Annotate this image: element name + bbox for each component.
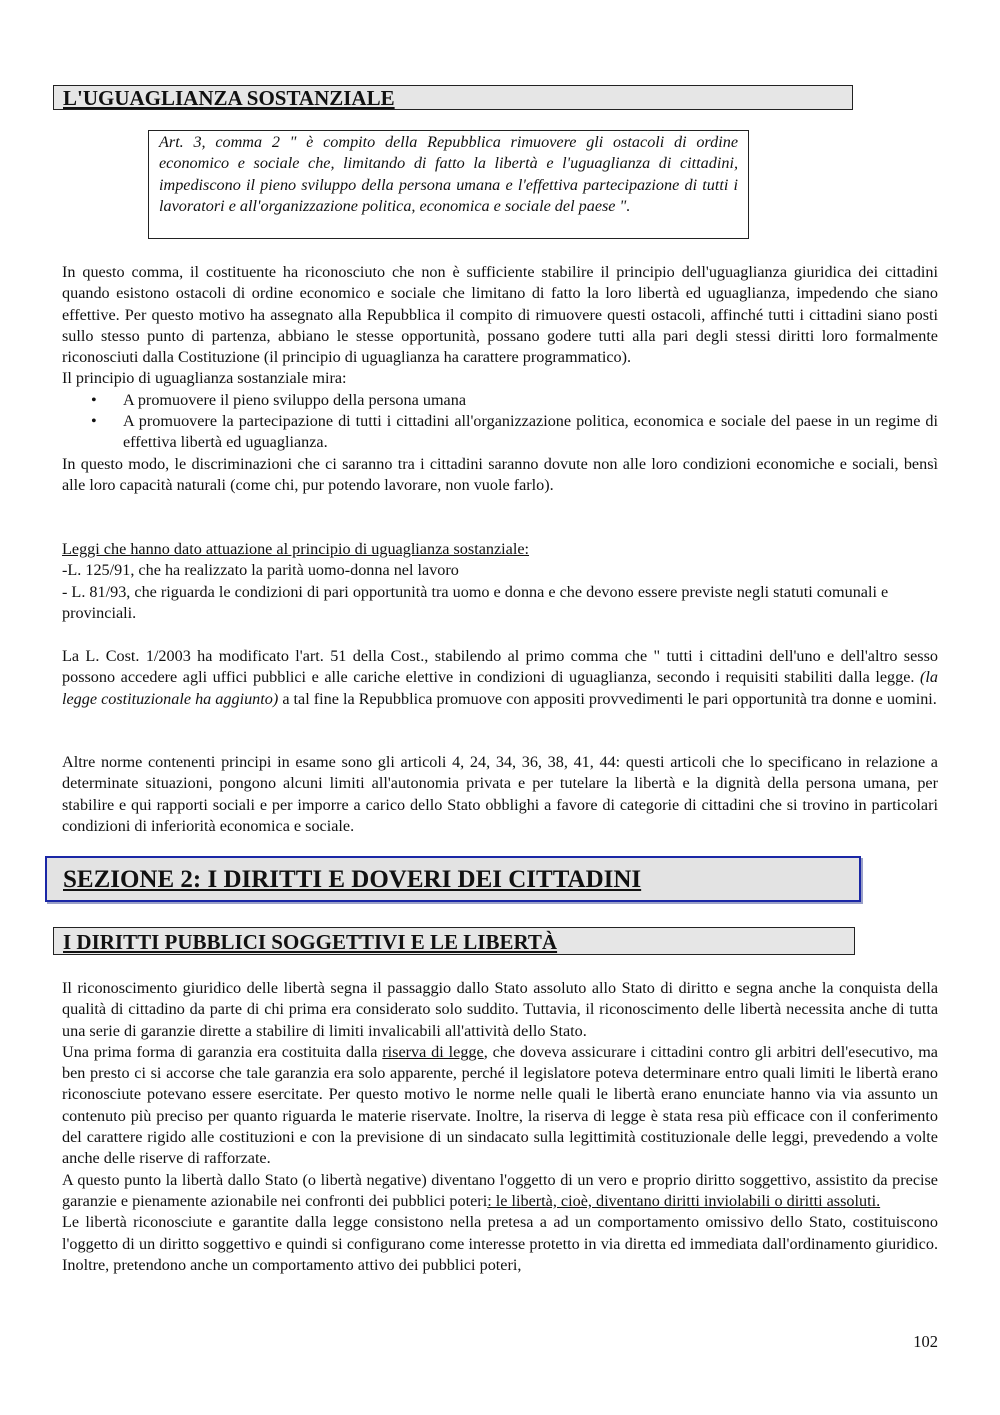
list-item-text: A promuovere la partecipazione di tutti i cittadini all'organizzazione politica, economica e sociale del paese in un regime di effettiva libertà ed uguaglianza. — [123, 412, 938, 452]
text-span: a tal fine la Repubblica promuove con appositi provvedimenti le pari opportunità tra donne e uomini. — [282, 689, 937, 708]
paragraph: Il principio di uguaglianza sostanziale mira: — [62, 369, 347, 388]
list-item — [62, 411, 938, 454]
paragraph: Altre norme contenenti principi in esame sono gli articoli 4, 24, 34, 36, 38, 41, 44: questi articoli che lo specificano in relazione a determinate situazioni, pongono alcuni limiti all'autonomia privata e per tutelare la libertà e la dignità della persona umana, per stabilire e qui rapporti sociali e per imporre a carico dello Stato obblighi a favore di categorie di cittadini che si trovino in particolari condizioni di inferiorità economica e sociale. — [62, 753, 938, 835]
body-block-1 — [62, 262, 938, 496]
heading-diritti-pubblici: I DIRITTI PUBBLICI SOGGETTIVI E LE LIBERTÀ — [53, 927, 855, 955]
paragraph — [62, 646, 938, 710]
laws-heading: Leggi che hanno dato attuazione al principio di uguaglianza sostanziale: — [62, 540, 530, 558]
laws-block — [62, 539, 938, 624]
text-span: La L. Cost. 1/2003 ha modificato l'art. 51 della Cost., stabilendo al primo comma che " tutti i cittadini dell'uno e dell'altro sesso possono accedere agli uffici pubblici e alle cariche elettive in condizioni di uguaglianza, secondo i requisiti stabiliti dalla legge. — [62, 647, 938, 687]
list-item-text: A promuovere il pieno sviluppo della persona umana — [123, 390, 467, 409]
underlined-span: riserva di legge — [382, 1042, 484, 1061]
page-number: 102 — [913, 1332, 938, 1351]
body-block-3 — [62, 646, 938, 710]
paragraph: Le libertà riconosciute e garantite dalla legge consistono nella pretesa a ad un comportamento omissivo dello Stato, costituiscono l'oggetto di un diritto soggettivo e quindi si configurano come interesse protetto in via diretta ed immediata dall'ordinamento giuridico. Inoltre, pretendono anche un comportamento attivo dei pubblici poteri, — [62, 1213, 938, 1274]
paragraph: In questo comma, il costituente ha riconosciuto che non è sufficiente stabilire il principio dell'uguaglianza giuridica dei cittadini quando esistono ostacoli di ordine economico e sociale che limitano di fatto la loro libertà ed uguaglianza, impedendo che siano effettive. Per questo motivo ha assegnato alla Repubblica il compito di rimuovere questi ostacoli, affinché tutti i cittadini siano posti sullo stesso punto di partenza, abbiano le stesse opportunità, possano godere tutti alla pari degli stessi diritti loro formalmente riconosciuti dalla Costituzione (il principio di uguaglianza ha carattere programmatico). — [62, 263, 938, 367]
bullet-icon: • — [91, 412, 97, 431]
paragraph: In questo modo, le discriminazioni che ci saranno tra i cittadini saranno dovute non alle loro condizioni economiche e sociali, bensì alle loro capacità naturali (come chi, pur potendo lavorare, non vuole farlo). — [62, 454, 938, 494]
law-item: -L. 125/91, che ha realizzato la parità uomo-donna nel lavoro — [62, 561, 459, 580]
list-item — [62, 390, 938, 411]
bullet-icon: • — [91, 390, 97, 409]
paragraph: Il riconoscimento giuridico delle libertà segna il passaggio dallo Stato assoluto allo Stato di diritto e segna anche la conquista della qualità di cittadino da parte di chi prima era considerato solo suddito. Tuttavia, il riconoscimento delle libertà necessita anche di tutta una serie di garanzie dirette a stabilire di limiti invalicabili all'attività dello Stato. — [62, 979, 938, 1040]
text-span: A questo punto la libertà dallo Stato (o libertà negative) diventano l'oggetto di un vero e proprio diritto soggettivo, assistito da precise garanzie e pienamente azionabile nei confronti dei pubblici poteri — [62, 1170, 938, 1210]
heading-uguaglianza-sostanziale: L'UGUAGLIANZA SOSTANZIALE — [53, 85, 853, 110]
bullet-list — [62, 390, 938, 454]
law-item: - L. 81/93, che riguarda le condizioni di pari opportunità tra uomo e donna e che devono essere previste negli statuti comunali e provinciali. — [62, 582, 889, 622]
section-title-box: SEZIONE 2: I DIRITTI E DOVERI DEI CITTADINI — [45, 856, 861, 902]
article-quote: Art. 3, comma 2 " è compito della Repubblica rimuovere gli ostacoli di ordine economico e sociale che, limitando di fatto la libertà e l'uguaglianza di cittadini, impediscono il pieno sviluppo della persona umana e l'effettiva partecipazione di tutti i lavoratori e all'organizzazione politica, economica e sociale del paese ". — [148, 130, 749, 239]
body-block-4 — [62, 752, 938, 837]
paragraph — [62, 1042, 938, 1170]
paragraph — [62, 1170, 938, 1213]
body-block-5 — [62, 978, 938, 1276]
underlined-span: : le libertà, cioè, diventano diritti inviolabili o diritti assoluti. — [487, 1191, 881, 1210]
text-span: Una prima forma di garanzia era costituita dalla — [62, 1042, 378, 1061]
text-span: , che doveva assicurare i cittadini contro gli arbitri dell'esecutivo, ma ben presto ci si accorse che tale garanzia era solo apparente, perché il legislatore poteva determinare entro quali limiti le libertà erano riconosciute potevano essere esercitate. Per questo motivo le norme nelle quali le libertà erano enunciate hanno via via assunto un contenuto più preciso per quanto riguarda le materie riservate. Inoltre, la riserva di legge è stata resa più efficace con il conferimento del carattere rigido alle costituzioni e con la previsione di un sindacato sulla legittimità costituzionale delle leggi, prevedendo a volte anche delle riserve di rafforzate. — [62, 1042, 938, 1168]
italic-span: (la legge costituzionale ha aggiunto) — [62, 668, 938, 708]
